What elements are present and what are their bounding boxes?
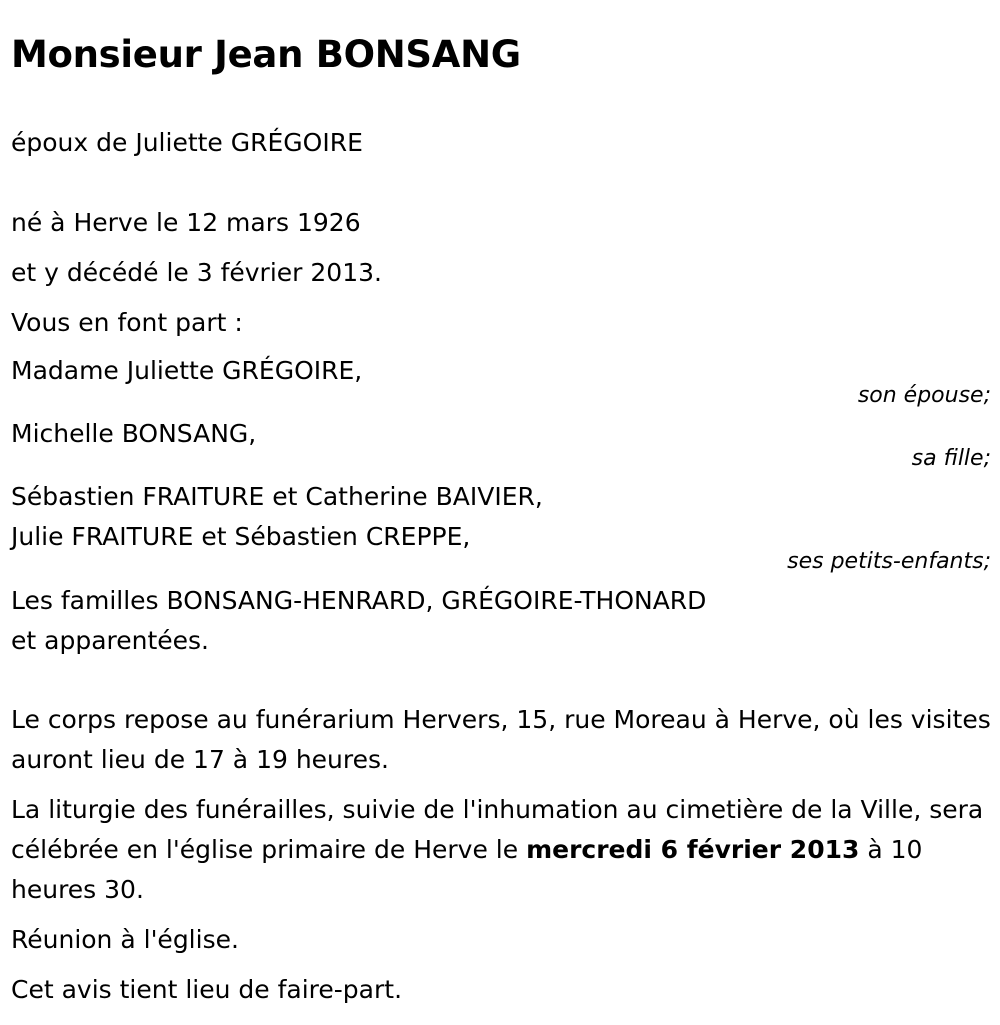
family-families-1: Les familles BONSANG-HENRARD, GRÉGOIRE-THONARD bbox=[11, 586, 707, 615]
death-line: et y décédé le 3 février 2013. bbox=[11, 258, 382, 287]
visits-paragraph bbox=[11, 700, 991, 780]
family-grandchildren-1: Sébastien FRAITURE et Catherine BAIVIER, bbox=[11, 482, 543, 511]
family-wife: Madame Juliette GRÉGOIRE, bbox=[11, 356, 363, 385]
announce-line: Vous en font part : bbox=[11, 308, 243, 337]
liturgy-paragraph bbox=[11, 790, 991, 910]
liturgy-date: mercredi 6 février 2013 bbox=[526, 835, 860, 864]
meeting-line: Réunion à l'église. bbox=[11, 925, 239, 954]
liturgy-text bbox=[11, 790, 991, 910]
spouse-line: époux de Juliette GRÉGOIRE bbox=[11, 128, 363, 157]
grandchildren-role: ses petits-enfants; bbox=[787, 549, 991, 574]
visits-text: Le corps repose au funérarium Hervers, 15, rue Moreau à Herve, où les visites auront lieu de 17 à 19 heures. bbox=[11, 705, 991, 774]
liturgy-after: à 10 heures 30. bbox=[11, 835, 923, 904]
family-grandchildren-2: Julie FRAITURE et Sébastien CREPPE, bbox=[11, 522, 471, 551]
birth-line: né à Herve le 12 mars 1926 bbox=[11, 208, 361, 237]
wife-role: son épouse; bbox=[857, 383, 991, 408]
liturgy-before: La liturgie des funérailles, suivie de l'inhumation au cimetière de la Ville, sera célébrée en l'église primaire de Herve le bbox=[11, 795, 984, 864]
daughter-role: sa fille; bbox=[911, 446, 991, 471]
family-families-2: et apparentées. bbox=[11, 626, 209, 655]
closing-line: Cet avis tient lieu de faire-part. bbox=[11, 975, 403, 1004]
family-daughter: Michelle BONSANG, bbox=[11, 419, 257, 448]
deceased-name: Monsieur Jean BONSANG bbox=[11, 33, 521, 76]
